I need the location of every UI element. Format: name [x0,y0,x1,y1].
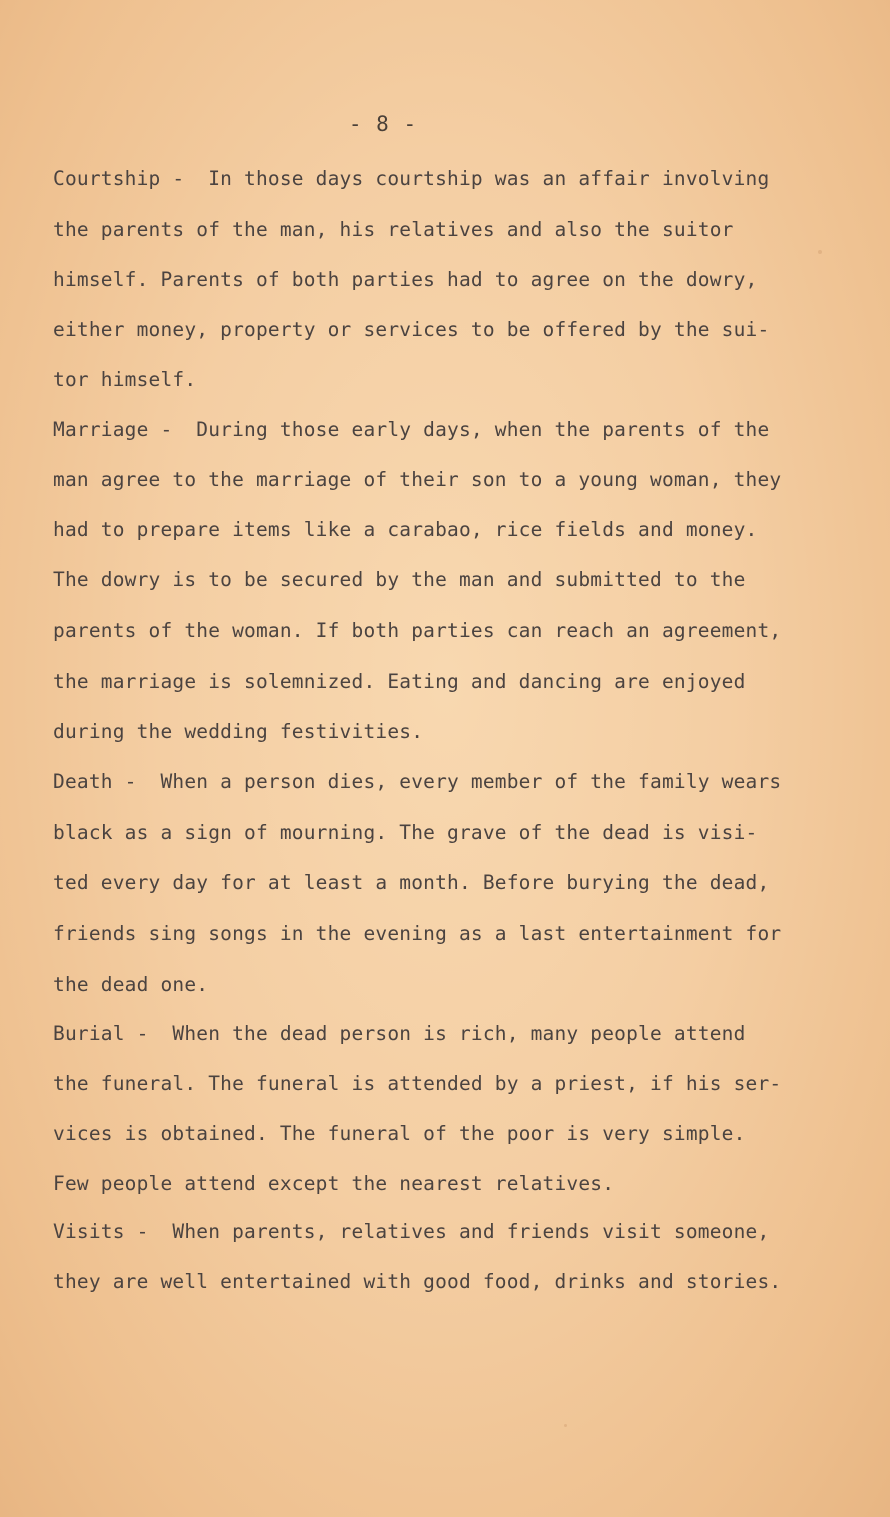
text-line-visits-heading: Visits - When parents, relatives and friends visit someone, [53,1220,770,1243]
text-line: the funeral. The funeral is attended by a priest, if his ser- [53,1072,782,1095]
paper-speck [564,1424,567,1427]
text-line: black as a sign of mourning. The grave of the dead is visi- [53,821,758,844]
text-line: parents of the woman. If both parties can reach an agreement, [53,619,782,642]
text-line: tor himself. [53,368,197,391]
text-line: vices is obtained. The funeral of the poor is very simple. [53,1122,746,1145]
text-line: Few people attend except the nearest relatives. [53,1172,615,1195]
page-number: - 8 - [348,112,418,136]
text-line: the marriage is solemnized. Eating and dancing are enjoyed [53,670,746,693]
text-line: during the wedding festivities. [53,720,424,743]
text-line: they are well entertained with good food, drinks and stories. [53,1270,782,1293]
text-line: either money, property or services to be offered by the sui- [53,318,770,341]
text-line: the dead one. [53,973,209,996]
text-line-death-heading: Death - When a person dies, every member of the family wears [53,770,782,793]
text-line-marriage-heading: Marriage - During those early days, when the parents of the [53,418,770,441]
paper-speck [818,250,822,254]
text-line: the parents of the man, his relatives and also the suitor [53,218,734,241]
text-line-courtship-heading: Courtship - In those days courtship was an affair involving [53,167,770,190]
text-line: ted every day for at least a month. Before burying the dead, [53,871,770,894]
text-line: had to prepare items like a carabao, rice fields and money. [53,518,758,541]
text-line: The dowry is to be secured by the man and submitted to the [53,568,746,591]
text-line-burial-heading: Burial - When the dead person is rich, many people attend [53,1022,746,1045]
text-line: friends sing songs in the evening as a last entertainment for [53,922,782,945]
text-line: man agree to the marriage of their son to a young woman, they [53,468,782,491]
text-line: himself. Parents of both parties had to agree on the dowry, [53,268,758,291]
